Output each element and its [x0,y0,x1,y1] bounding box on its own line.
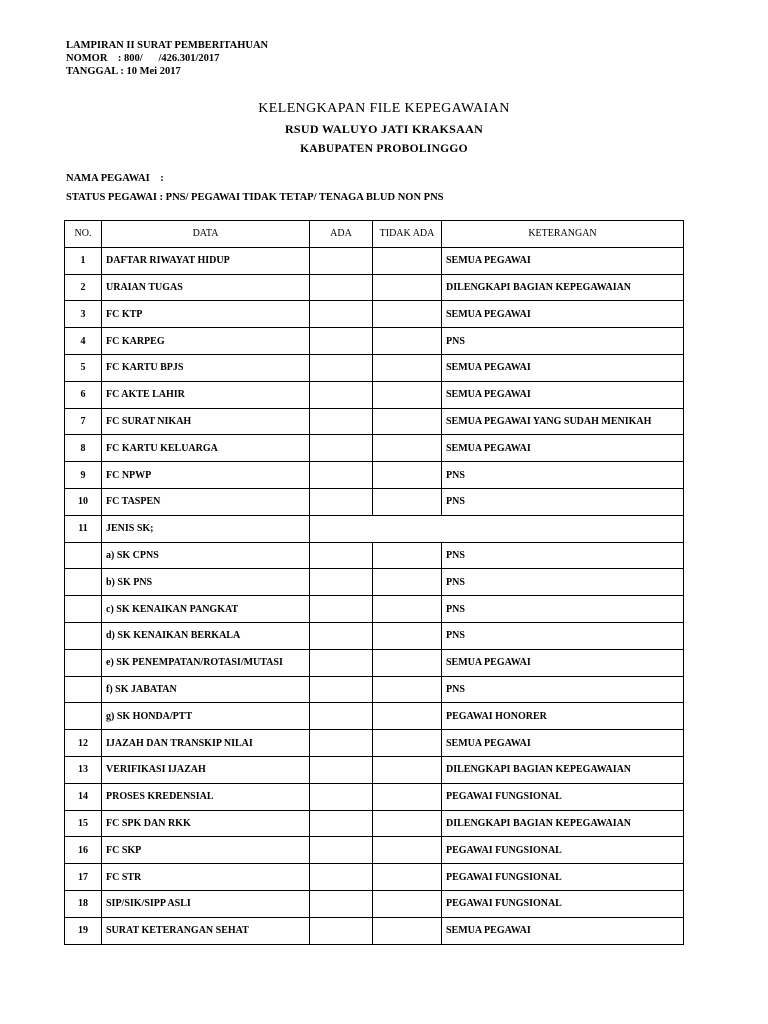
row-data-cell: FC KARTU KELUARGA [102,435,310,462]
row-number-cell: 1 [65,247,102,274]
row-number-cell [65,649,102,676]
row-tidak-ada-checkbox-cell [373,837,442,864]
row-number-cell: 16 [65,837,102,864]
document-title-block [0,101,768,163]
row-ada-checkbox-cell [310,756,373,783]
row-keterangan-cell: PNS [442,542,684,569]
row-merged-cell [310,515,684,542]
row-tidak-ada-checkbox-cell [373,569,442,596]
row-tidak-ada-checkbox-cell [373,381,442,408]
header-no: NO. [65,221,102,248]
row-data-cell: FC STR [102,864,310,891]
row-ada-checkbox-cell [310,622,373,649]
table-body [65,247,684,944]
row-data-cell: FC KTP [102,301,310,328]
employee-name-label: NAMA PEGAWAI : [66,173,164,184]
nomor-line: NOMOR : 800/ /426.301/2017 [66,53,220,64]
row-keterangan-cell: DILENGKAPI BAGIAN KEPEGAWAIAN [442,756,684,783]
row-tidak-ada-checkbox-cell [373,596,442,623]
row-tidak-ada-checkbox-cell [373,542,442,569]
row-keterangan-cell: SEMUA PEGAWAI YANG SUDAH MENIKAH [442,408,684,435]
table-row [65,274,684,301]
row-number-cell [65,569,102,596]
row-data-cell: c) SK KENAIKAN PANGKAT [102,596,310,623]
row-number-cell: 6 [65,381,102,408]
table-row [65,837,684,864]
row-keterangan-cell: PEGAWAI FUNGSIONAL [442,864,684,891]
row-tidak-ada-checkbox-cell [373,462,442,489]
lampiran-block [66,39,268,78]
row-ada-checkbox-cell [310,676,373,703]
row-ada-checkbox-cell [310,462,373,489]
row-data-cell: FC SKP [102,837,310,864]
row-data-cell: e) SK PENEMPATAN/ROTASI/MUTASI [102,649,310,676]
table-row [65,864,684,891]
table-row [65,569,684,596]
row-data-cell: DAFTAR RIWAYAT HIDUP [102,247,310,274]
table-row [65,354,684,381]
row-number-cell: 9 [65,462,102,489]
row-keterangan-cell: SEMUA PEGAWAI [442,301,684,328]
row-number-cell: 2 [65,274,102,301]
row-number-cell: 5 [65,354,102,381]
row-data-cell: IJAZAH DAN TRANSKIP NILAI [102,730,310,757]
header-keterangan: KETERANGAN [442,221,684,248]
header-ada: ADA [310,221,373,248]
row-data-cell: FC SURAT NIKAH [102,408,310,435]
row-number-cell: 15 [65,810,102,837]
row-ada-checkbox-cell [310,435,373,462]
row-tidak-ada-checkbox-cell [373,730,442,757]
row-keterangan-cell: PEGAWAI FUNGSIONAL [442,890,684,917]
row-data-cell: b) SK PNS [102,569,310,596]
row-number-cell [65,703,102,730]
row-keterangan-cell: SEMUA PEGAWAI [442,381,684,408]
row-data-cell: g) SK HONDA/PTT [102,703,310,730]
table-row [65,917,684,944]
row-ada-checkbox-cell [310,596,373,623]
row-tidak-ada-checkbox-cell [373,783,442,810]
regency-name: KABUPATEN PROBOLINGGO [300,143,468,155]
row-number-cell: 19 [65,917,102,944]
row-keterangan-cell: PNS [442,328,684,355]
row-ada-checkbox-cell [310,864,373,891]
row-keterangan-cell: PNS [442,596,684,623]
table-row [65,328,684,355]
row-tidak-ada-checkbox-cell [373,328,442,355]
header-data: DATA [102,221,310,248]
table-row [65,703,684,730]
row-number-cell [65,596,102,623]
row-number-cell: 4 [65,328,102,355]
table-row [65,515,684,542]
table-row [65,649,684,676]
row-number-cell [65,676,102,703]
row-data-cell: JENIS SK; [102,515,310,542]
row-tidak-ada-checkbox-cell [373,301,442,328]
row-keterangan-cell: SEMUA PEGAWAI [442,730,684,757]
row-data-cell: FC NPWP [102,462,310,489]
table-row [65,488,684,515]
table-row [65,462,684,489]
row-data-cell: VERIFIKASI IJAZAH [102,756,310,783]
row-tidak-ada-checkbox-cell [373,676,442,703]
table-row [65,247,684,274]
row-tidak-ada-checkbox-cell [373,354,442,381]
row-data-cell: a) SK CPNS [102,542,310,569]
row-number-cell [65,542,102,569]
row-keterangan-cell: DILENGKAPI BAGIAN KEPEGAWAIAN [442,810,684,837]
row-number-cell: 10 [65,488,102,515]
row-keterangan-cell: PNS [442,488,684,515]
document-checklist-table [64,220,684,945]
row-tidak-ada-checkbox-cell [373,649,442,676]
row-tidak-ada-checkbox-cell [373,274,442,301]
row-keterangan-cell: SEMUA PEGAWAI [442,917,684,944]
row-number-cell: 17 [65,864,102,891]
row-tidak-ada-checkbox-cell [373,247,442,274]
row-ada-checkbox-cell [310,917,373,944]
row-ada-checkbox-cell [310,301,373,328]
table-row [65,381,684,408]
row-data-cell: PROSES KREDENSIAL [102,783,310,810]
row-data-cell: FC KARTU BPJS [102,354,310,381]
row-ada-checkbox-cell [310,274,373,301]
row-ada-checkbox-cell [310,542,373,569]
table-row [65,301,684,328]
row-number-cell: 14 [65,783,102,810]
row-keterangan-cell: PEGAWAI HONORER [442,703,684,730]
row-ada-checkbox-cell [310,890,373,917]
row-keterangan-cell: PEGAWAI FUNGSIONAL [442,837,684,864]
row-tidak-ada-checkbox-cell [373,864,442,891]
table-row [65,730,684,757]
table-row [65,890,684,917]
row-number-cell: 8 [65,435,102,462]
row-ada-checkbox-cell [310,703,373,730]
row-keterangan-cell: SEMUA PEGAWAI [442,247,684,274]
row-ada-checkbox-cell [310,649,373,676]
row-keterangan-cell: DILENGKAPI BAGIAN KEPEGAWAIAN [442,274,684,301]
table-row [65,756,684,783]
tanggal-line: TANGGAL : 10 Mei 2017 [66,66,181,77]
row-keterangan-cell: SEMUA PEGAWAI [442,649,684,676]
row-ada-checkbox-cell [310,569,373,596]
row-number-cell: 3 [65,301,102,328]
row-data-cell: SIP/SIK/SIPP ASLI [102,890,310,917]
table-row [65,435,684,462]
table-row [65,408,684,435]
row-number-cell: 13 [65,756,102,783]
header-tidak-ada: TIDAK ADA [373,221,442,248]
table-row [65,622,684,649]
row-tidak-ada-checkbox-cell [373,488,442,515]
row-keterangan-cell: PNS [442,569,684,596]
table-row [65,542,684,569]
row-tidak-ada-checkbox-cell [373,917,442,944]
table-row [65,596,684,623]
row-tidak-ada-checkbox-cell [373,703,442,730]
row-tidak-ada-checkbox-cell [373,408,442,435]
row-number-cell: 12 [65,730,102,757]
row-keterangan-cell: SEMUA PEGAWAI [442,354,684,381]
table-row [65,676,684,703]
row-keterangan-cell: PNS [442,462,684,489]
row-keterangan-cell: SEMUA PEGAWAI [442,435,684,462]
hospital-name: RSUD WALUYO JATI KRAKSAAN [284,122,484,136]
row-ada-checkbox-cell [310,837,373,864]
row-data-cell: SURAT KETERANGAN SEHAT [102,917,310,944]
row-tidak-ada-checkbox-cell [373,810,442,837]
row-ada-checkbox-cell [310,488,373,515]
table-header-row [65,221,684,248]
table-row [65,783,684,810]
row-data-cell: URAIAN TUGAS [102,274,310,301]
row-tidak-ada-checkbox-cell [373,435,442,462]
employee-info [66,169,444,207]
table-row [65,810,684,837]
employee-status-label: STATUS PEGAWAI : PNS/ PEGAWAI TIDAK TETAP/ TENAGA BLUD NON PNS [66,192,444,203]
document-title: KELENGKAPAN FILE KEPEGAWAIAN [258,101,510,116]
row-keterangan-cell: PNS [442,676,684,703]
row-ada-checkbox-cell [310,408,373,435]
row-ada-checkbox-cell [310,328,373,355]
row-ada-checkbox-cell [310,730,373,757]
row-number-cell: 11 [65,515,102,542]
row-ada-checkbox-cell [310,247,373,274]
row-number-cell: 18 [65,890,102,917]
row-tidak-ada-checkbox-cell [373,890,442,917]
lampiran-line: LAMPIRAN II SURAT PEMBERITAHUAN [66,40,269,51]
row-data-cell: d) SK KENAIKAN BERKALA [102,622,310,649]
row-data-cell: FC SPK DAN RKK [102,810,310,837]
row-ada-checkbox-cell [310,783,373,810]
row-tidak-ada-checkbox-cell [373,756,442,783]
row-number-cell [65,622,102,649]
row-ada-checkbox-cell [310,810,373,837]
row-number-cell: 7 [65,408,102,435]
row-tidak-ada-checkbox-cell [373,622,442,649]
row-keterangan-cell: PNS [442,622,684,649]
row-data-cell: FC TASPEN [102,488,310,515]
row-data-cell: FC KARPEG [102,328,310,355]
row-keterangan-cell: PEGAWAI FUNGSIONAL [442,783,684,810]
row-ada-checkbox-cell [310,381,373,408]
row-ada-checkbox-cell [310,354,373,381]
row-data-cell: FC AKTE LAHIR [102,381,310,408]
row-data-cell: f) SK JABATAN [102,676,310,703]
